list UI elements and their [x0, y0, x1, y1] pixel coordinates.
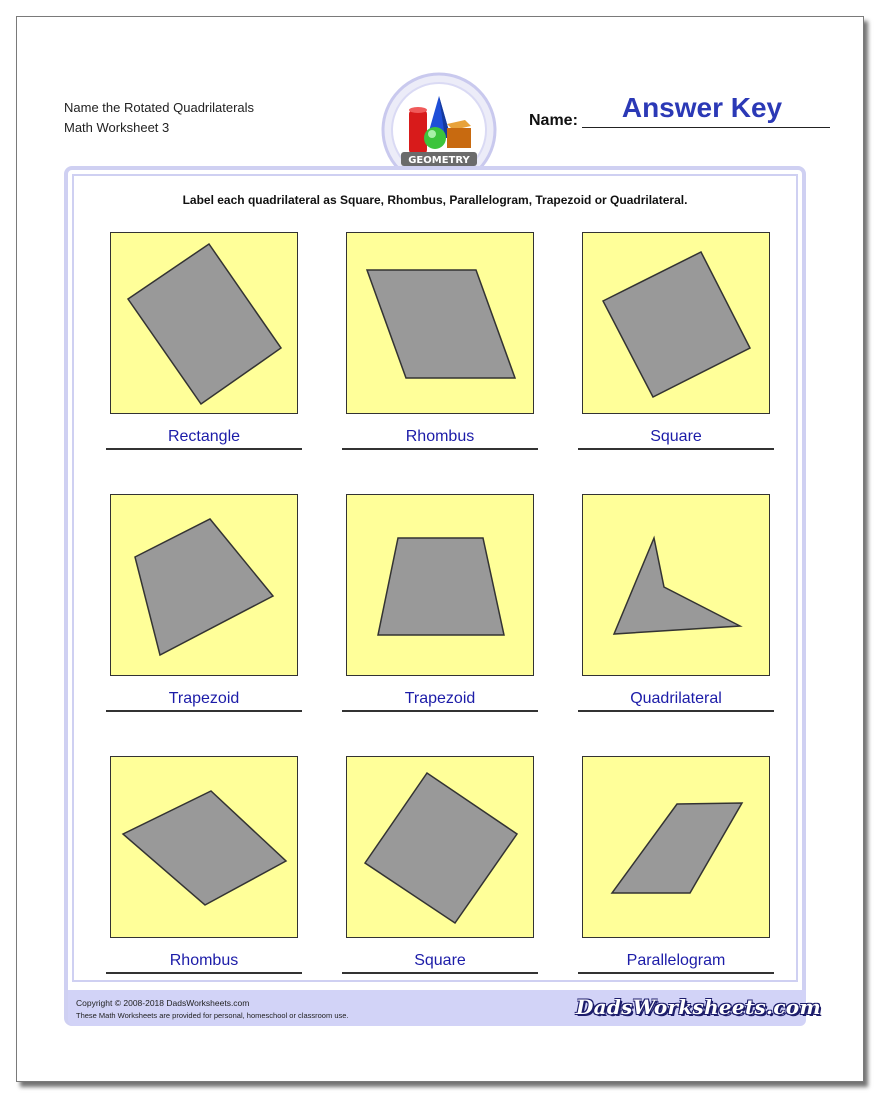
answer-7: Rhombus	[169, 952, 239, 969]
shape-box-5	[346, 494, 534, 676]
quadrilateral-shape-3	[583, 233, 771, 415]
name-label: Name:	[529, 112, 578, 129]
copyright-text: Copyright © 2008-2018 DadsWorksheets.com	[76, 998, 250, 1008]
quadrilateral-shape-6	[583, 495, 771, 677]
quadrilateral-shape-2	[347, 233, 535, 415]
answer-9: Parallelogram	[626, 952, 726, 969]
quadrilateral-shape-9	[583, 757, 771, 939]
answer-line-8	[342, 972, 538, 974]
shape-box-6	[582, 494, 770, 676]
answer-2: Rhombus	[405, 428, 475, 445]
shape-box-7	[110, 756, 298, 938]
quadrilateral-shape-4	[111, 495, 299, 677]
name-line	[582, 127, 830, 128]
answer-5: Trapezoid	[404, 690, 476, 707]
answer-8: Square	[414, 952, 466, 969]
shape-box-4	[110, 494, 298, 676]
quadrilateral-shape-5	[347, 495, 535, 677]
quadrilateral-shape-7	[111, 757, 299, 939]
answer-key-label: Answer Key	[621, 92, 783, 123]
answer-line-5	[342, 710, 538, 712]
answer-line-4	[106, 710, 302, 712]
answer-1: Rectangle	[167, 428, 241, 445]
answer-line-9	[578, 972, 774, 974]
answer-line-2	[342, 448, 538, 450]
logo-text: GEOMETRY	[408, 155, 470, 166]
shape-box-2	[346, 232, 534, 414]
answer-line-6	[578, 710, 774, 712]
instructions: Label each quadrilateral as Square, Rhombus, Parallelogram, Trapezoid or Quadrilateral.	[182, 193, 688, 207]
answer-line-1	[106, 448, 302, 450]
shape-box-8	[346, 756, 534, 938]
dadsworksheets-logo: DadsWorksheets.com	[576, 995, 821, 1019]
usage-text: These Math Worksheets are provided for personal, homeschool or classroom use.	[76, 1011, 349, 1020]
answer-4: Trapezoid	[168, 690, 240, 707]
shape-box-9	[582, 756, 770, 938]
answer-line-7	[106, 972, 302, 974]
answer-3: Square	[650, 428, 702, 445]
shape-box-1	[110, 232, 298, 414]
answer-line-3	[578, 448, 774, 450]
answer-6: Quadrilateral	[630, 690, 722, 707]
shape-box-3	[582, 232, 770, 414]
title-line-2: Math Worksheet 3	[64, 120, 170, 135]
title-line-1: Name the Rotated Quadrilaterals	[64, 100, 255, 115]
worksheet-title	[64, 98, 254, 138]
quadrilateral-shape-1	[111, 233, 299, 415]
quadrilateral-shape-8	[347, 757, 535, 939]
